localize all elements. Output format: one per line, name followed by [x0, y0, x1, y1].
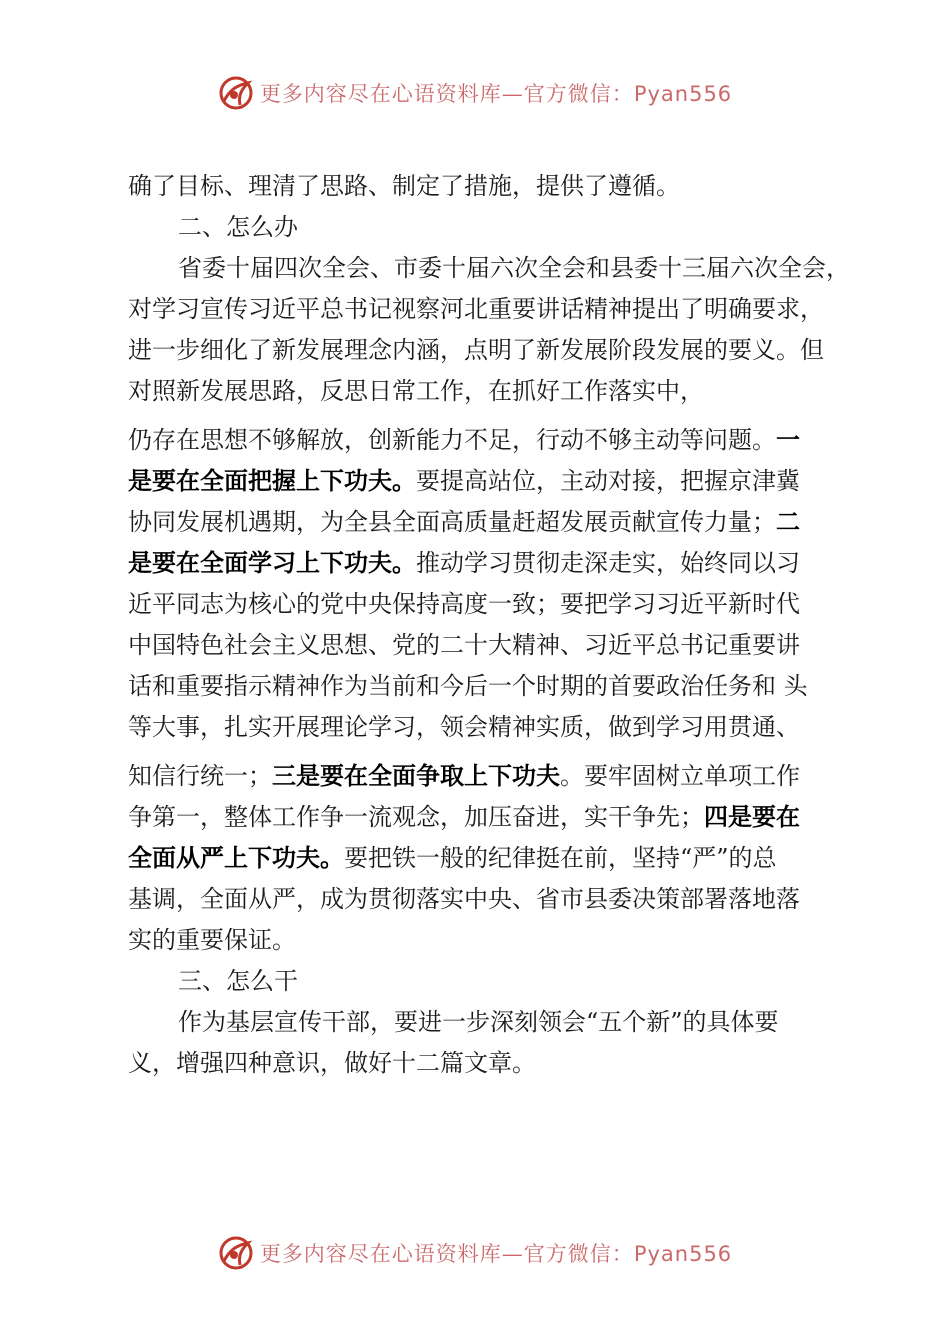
- section-heading-3: 三、怎么干: [178, 967, 298, 995]
- footer-banner: [0, 1231, 950, 1275]
- logo-icon: [218, 1235, 254, 1271]
- text-line: 是要在全面把握上下功夫。要提高站位，主动对接，把握京津冀: [128, 467, 800, 495]
- text-line: 争第一，整体工作争一流观念，加压奋进，实干争先；四是要在: [128, 803, 800, 831]
- text-line: 确了目标、理清了思路、制定了措施，提供了遵循。: [128, 172, 680, 200]
- document-body: [128, 166, 848, 1084]
- banner-text: 更多内容尽在心语资料库—官方微信：Pyan556: [259, 1242, 733, 1266]
- bold-text: 是要在全面学习上下功夫。: [128, 549, 416, 577]
- wechat-id: Pyan556: [633, 82, 733, 106]
- text-line: 知信行统一；三是要在全面争取上下功夫。要牢固树立单项工作: [128, 762, 800, 790]
- bold-text: 全面从严上下功夫。: [128, 844, 344, 872]
- text-line: 中国特色社会主义思想、党的二十大精神、习近平总书记重要讲: [128, 631, 800, 659]
- bold-text: 三是要在全面争取上下功夫: [272, 762, 560, 790]
- text-line: 省委十届四次全会、市委十届六次全会和县委十三届六次全会，: [178, 254, 850, 282]
- text-line: 是要在全面学习上下功夫。推动学习贯彻走深走实，始终同以习: [128, 549, 800, 577]
- text-line: 全面从严上下功夫。要把铁一般的纪律挺在前，坚持“严”的总: [128, 844, 777, 872]
- text-line: 实的重要保证。: [128, 926, 296, 954]
- text-line: 进一步细化了新发展理念内涵，点明了新发展阶段发展的要义。但: [128, 336, 824, 364]
- bold-text: 一: [776, 426, 800, 454]
- text-line: 对学习宣传习近平总书记视察河北重要讲话精神提出了明确要求，: [128, 295, 824, 323]
- text-line: 近平同志为核心的党中央保持高度一致；要把学习习近平新时代: [128, 590, 800, 618]
- bold-text: 四是要在: [704, 803, 800, 831]
- header-banner: [0, 71, 950, 115]
- banner-text: 更多内容尽在心语资料库—官方微信：Pyan556: [259, 82, 733, 106]
- text-line: 仍存在思想不够解放，创新能力不足，行动不够主动等问题。一: [128, 426, 800, 454]
- text-line: 协同发展机遇期，为全县全面高质量赶超发展贡献宣传力量；二: [128, 508, 800, 536]
- wechat-id: Pyan556: [633, 1242, 733, 1266]
- bold-text: 二: [776, 508, 800, 536]
- text-line: 对照新发展思路，反思日常工作，在抓好工作落实中，: [128, 377, 704, 405]
- section-heading-2: 二、怎么办: [178, 213, 298, 241]
- logo-icon: [218, 75, 254, 111]
- text-line: 义，增强四种意识，做好十二篇文章。: [128, 1049, 536, 1077]
- text-line: 基调，全面从严，成为贯彻落实中央、省市县委决策部署落地落: [128, 885, 800, 913]
- text-line: 话和重要指示精神作为当前和今后一个时期的首要政治任务和 头: [128, 672, 808, 700]
- bold-text: 是要在全面把握上下功夫。: [128, 467, 416, 495]
- text-line: 等大事，扎实开展理论学习，领会精神实质，做到学习用贯通、: [128, 713, 800, 741]
- text-line: 作为基层宣传干部，要进一步深刻领会“五个新”的具体要: [178, 1008, 779, 1036]
